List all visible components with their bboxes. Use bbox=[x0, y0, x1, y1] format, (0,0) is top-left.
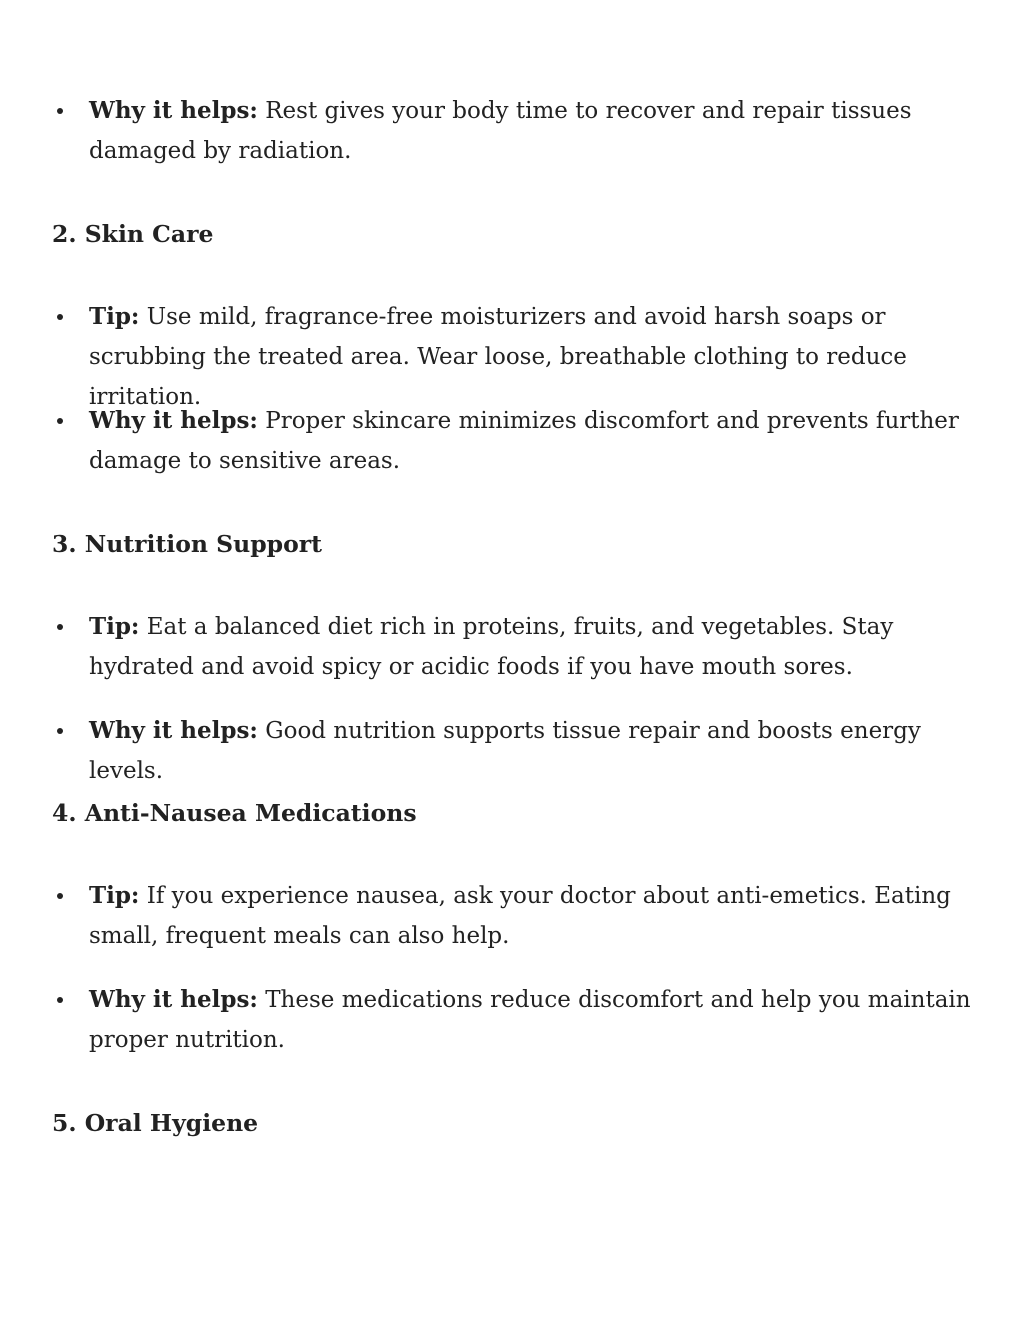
list-item bbox=[89, 980, 979, 1060]
bullet-icon bbox=[57, 418, 63, 424]
bullet-label: Why it helps: bbox=[89, 717, 258, 744]
bullet-label: Tip: bbox=[89, 613, 140, 640]
list-item bbox=[89, 297, 979, 417]
bullet-text: Good nutrition supports tissue repair and boosts energy levels. bbox=[89, 718, 921, 784]
bullet-icon bbox=[57, 624, 63, 630]
bullet-label: Why it helps: bbox=[89, 986, 258, 1013]
bullet-icon bbox=[57, 997, 63, 1003]
list-item bbox=[89, 401, 979, 481]
section-heading: 3. Nutrition Support bbox=[52, 530, 322, 558]
bullet-text: These medications reduce discomfort and help you maintain proper nutrition. bbox=[89, 987, 971, 1053]
bullet-label: Why it helps: bbox=[89, 97, 258, 124]
bullet-label: Why it helps: bbox=[89, 407, 258, 434]
list-item bbox=[89, 607, 979, 687]
bullet-text: Eat a balanced diet rich in proteins, fruits, and vegetables. Stay hydrated and avoid spicy or acidic foods if you have mouth sores. bbox=[89, 614, 894, 680]
bullet-label: Tip: bbox=[89, 882, 140, 909]
list-item bbox=[89, 711, 979, 791]
list-item bbox=[89, 876, 979, 956]
bullet-icon bbox=[57, 728, 63, 734]
bullet-text: Proper skincare minimizes discomfort and prevents further damage to sensitive areas. bbox=[89, 408, 959, 474]
section-heading: 5. Oral Hygiene bbox=[52, 1109, 259, 1137]
bullet-icon bbox=[57, 314, 63, 320]
bullet-icon bbox=[57, 893, 63, 899]
list-item bbox=[89, 91, 979, 171]
section-heading: 4. Anti-Nausea Medications bbox=[52, 799, 417, 827]
bullet-text: Rest gives your body time to recover and repair tissues damaged by radiation. bbox=[89, 98, 912, 164]
section-heading: 2. Skin Care bbox=[52, 220, 214, 248]
bullet-label: Tip: bbox=[89, 303, 140, 330]
bullet-text: Use mild, fragrance-free moisturizers and avoid harsh soaps or scrubbing the treated area. Wear loose, breathable clothing to reduce irritation. bbox=[89, 304, 907, 410]
bullet-icon bbox=[57, 108, 63, 114]
bullet-text: If you experience nausea, ask your doctor about anti-emetics. Eating small, frequent meals can also help. bbox=[89, 883, 951, 949]
